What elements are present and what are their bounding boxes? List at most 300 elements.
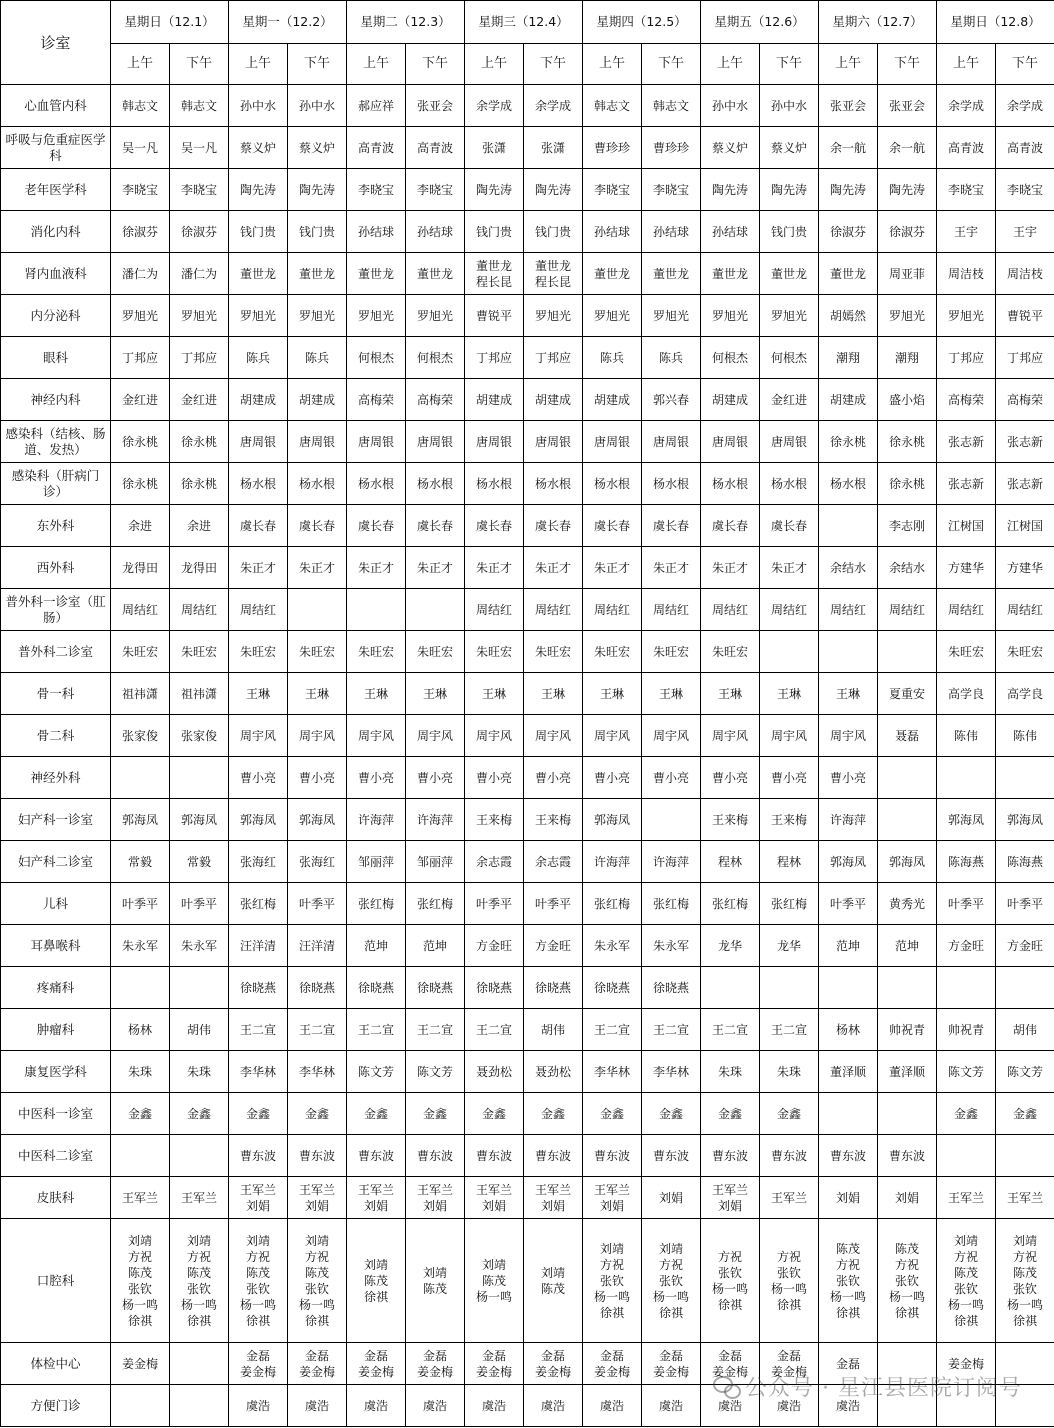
doctor-cell bbox=[878, 1093, 937, 1135]
doctor-cell: 王二宣 bbox=[701, 1009, 760, 1051]
doctor-cell: 何根杰 bbox=[760, 337, 819, 379]
doctor-cell: 叶季平 bbox=[996, 883, 1054, 925]
doctor-cell: 胡建成 bbox=[524, 379, 583, 421]
doctor-name: 王军兰 bbox=[416, 1182, 453, 1197]
department-cell: 妇产科二诊室 bbox=[1, 841, 111, 883]
doctor-cell: 龙华 bbox=[701, 925, 760, 967]
doctor-cell: 孙结球 bbox=[701, 211, 760, 253]
doctor-cell: 朱旺宏 bbox=[701, 631, 760, 673]
doctor-cell: 曹小亮 bbox=[760, 757, 819, 799]
doctor-cell bbox=[760, 967, 819, 1009]
doctor-cell: 曹小亮 bbox=[465, 757, 524, 799]
doctor-cell bbox=[701, 967, 760, 1009]
doctor-cell bbox=[583, 1343, 642, 1385]
doctor-cell: 徐晓燕 bbox=[288, 967, 347, 1009]
doctor-cell: 曹东波 bbox=[288, 1135, 347, 1177]
doctor-name: 陈茂 bbox=[186, 1265, 211, 1280]
doctor-cell: 聂劲松 bbox=[465, 1051, 524, 1093]
doctor-name: 徐祺 bbox=[717, 1297, 742, 1312]
doctor-name: 刘靖 bbox=[481, 1257, 506, 1272]
doctor-name: 金磊 bbox=[776, 1348, 801, 1363]
doctor-cell: 虞浩 bbox=[465, 1385, 524, 1427]
doctor-cell: 朱旺宏 bbox=[996, 631, 1054, 673]
doctor-cell: 刘娟 bbox=[878, 1177, 937, 1219]
doctor-cell: 罗旭光 bbox=[583, 295, 642, 337]
doctor-cell: 虞长春 bbox=[465, 505, 524, 547]
doctor-cell: 曹东波 bbox=[583, 1135, 642, 1177]
doctor-cell: 李晓宝 bbox=[347, 169, 406, 211]
doctor-name: 陈茂 bbox=[481, 1273, 506, 1288]
doctor-name: 张钦 bbox=[599, 1273, 624, 1288]
doctor-cell: 张红梅 bbox=[642, 883, 701, 925]
doctor-cell: 孙结球 bbox=[583, 211, 642, 253]
department-cell: 眼科 bbox=[1, 337, 111, 379]
doctor-cell: 杨水根 bbox=[642, 463, 701, 505]
doctor-cell: 曹东波 bbox=[229, 1135, 288, 1177]
doctor-cell: 余学成 bbox=[937, 85, 996, 127]
doctor-cell: 何根杰 bbox=[406, 337, 465, 379]
doctor-cell: 王琳 bbox=[819, 673, 878, 715]
doctor-name: 姜金梅 bbox=[593, 1364, 630, 1379]
doctor-cell: 韩志文 bbox=[583, 85, 642, 127]
doctor-name: 姜金梅 bbox=[711, 1364, 748, 1379]
department-cell: 肾内血液科 bbox=[1, 253, 111, 295]
doctor-name: 徐祺 bbox=[776, 1297, 801, 1312]
doctor-cell: 张志新 bbox=[996, 421, 1054, 463]
doctor-cell: 蔡义炉 bbox=[288, 127, 347, 169]
doctor-cell bbox=[347, 589, 406, 631]
doctor-name: 张钦 bbox=[835, 1273, 860, 1288]
doctor-cell: 陶先涛 bbox=[701, 169, 760, 211]
morning-header: 上午 bbox=[819, 44, 878, 85]
department-cell: 疼痛科 bbox=[1, 967, 111, 1009]
doctor-cell bbox=[701, 1177, 760, 1219]
doctor-cell: 高青波 bbox=[347, 127, 406, 169]
doctor-cell: 虞浩 bbox=[819, 1385, 878, 1427]
doctor-cell: 虞浩 bbox=[701, 1385, 760, 1427]
table-row bbox=[1, 1051, 1054, 1093]
doctor-cell: 虞浩 bbox=[524, 1385, 583, 1427]
doctor-cell: 龙华 bbox=[760, 925, 819, 967]
doctor-cell: 虞浩 bbox=[288, 1385, 347, 1427]
day-header: 星期三（12.4） bbox=[465, 1, 583, 44]
doctor-name: 方祝 bbox=[658, 1257, 683, 1272]
doctor-cell: 徐永桃 bbox=[170, 421, 229, 463]
doctor-cell: 王二宣 bbox=[465, 1009, 524, 1051]
doctor-cell bbox=[524, 253, 583, 295]
doctor-cell: 虞浩 bbox=[583, 1385, 642, 1427]
doctor-cell: 江树国 bbox=[996, 505, 1054, 547]
doctor-cell: 杨水根 bbox=[760, 463, 819, 505]
doctor-name: 王军兰 bbox=[239, 1182, 276, 1197]
doctor-cell: 陶先涛 bbox=[819, 169, 878, 211]
doctor-cell: 朱旺宏 bbox=[229, 631, 288, 673]
doctor-cell bbox=[229, 1343, 288, 1385]
doctor-cell: 陈文芳 bbox=[996, 1051, 1054, 1093]
doctor-cell: 董世龙 bbox=[760, 253, 819, 295]
doctor-cell: 李晓宝 bbox=[642, 169, 701, 211]
doctor-name: 徐祺 bbox=[127, 1313, 152, 1328]
doctor-cell: 余志霞 bbox=[465, 841, 524, 883]
doctor-cell: 高梅荣 bbox=[996, 379, 1054, 421]
doctor-cell: 方金旺 bbox=[524, 925, 583, 967]
doctor-cell: 余学成 bbox=[524, 85, 583, 127]
morning-header: 上午 bbox=[583, 44, 642, 85]
afternoon-header: 下午 bbox=[760, 44, 819, 85]
doctor-cell: 王来梅 bbox=[760, 799, 819, 841]
doctor-cell: 王宇 bbox=[937, 211, 996, 253]
doctor-cell: 韩志文 bbox=[170, 85, 229, 127]
doctor-cell: 刘娟 bbox=[819, 1177, 878, 1219]
department-cell: 心血管内科 bbox=[1, 85, 111, 127]
doctor-cell: 钱门贵 bbox=[288, 211, 347, 253]
doctor-cell bbox=[465, 1219, 524, 1343]
doctor-cell: 聂劲松 bbox=[524, 1051, 583, 1093]
doctor-cell: 徐淑芬 bbox=[819, 211, 878, 253]
doctor-name: 姜金梅 bbox=[652, 1364, 689, 1379]
doctor-cell bbox=[524, 1219, 583, 1343]
doctor-cell: 方金旺 bbox=[465, 925, 524, 967]
doctor-cell bbox=[170, 967, 229, 1009]
doctor-name: 姜金梅 bbox=[239, 1364, 276, 1379]
doctor-cell bbox=[819, 1093, 878, 1135]
doctor-cell: 程林 bbox=[760, 841, 819, 883]
department-cell: 普外科一诊室（肛肠） bbox=[1, 589, 111, 631]
doctor-name: 徐祺 bbox=[599, 1305, 624, 1320]
doctor-name: 金磊 bbox=[422, 1348, 447, 1363]
doctor-cell: 叶季平 bbox=[288, 883, 347, 925]
doctor-cell bbox=[170, 757, 229, 799]
doctor-name: 刘靖 bbox=[245, 1233, 270, 1248]
doctor-cell: 王军兰 bbox=[937, 1177, 996, 1219]
department-cell: 普外科二诊室 bbox=[1, 631, 111, 673]
table-row bbox=[1, 883, 1054, 925]
doctor-cell: 曹东波 bbox=[701, 1135, 760, 1177]
doctor-cell: 高梅荣 bbox=[347, 379, 406, 421]
doctor-name: 陈茂 bbox=[304, 1265, 329, 1280]
doctor-cell: 董世龙 bbox=[288, 253, 347, 295]
doctor-cell: 杨林 bbox=[111, 1009, 170, 1051]
doctor-cell: 范坤 bbox=[819, 925, 878, 967]
doctor-cell: 徐永桃 bbox=[170, 463, 229, 505]
doctor-cell: 朱旺宏 bbox=[642, 631, 701, 673]
department-cell: 老年医学科 bbox=[1, 169, 111, 211]
doctor-name: 陈茂 bbox=[245, 1265, 270, 1280]
doctor-cell: 朱旺宏 bbox=[524, 631, 583, 673]
doctor-name: 陈茂 bbox=[894, 1241, 919, 1256]
doctor-cell: 董世龙 bbox=[406, 253, 465, 295]
department-cell: 内分泌科 bbox=[1, 295, 111, 337]
doctor-name: 董世龙 bbox=[475, 258, 512, 273]
doctor-cell: 董泽顺 bbox=[878, 1051, 937, 1093]
doctor-cell: 陶先涛 bbox=[760, 169, 819, 211]
doctor-name: 徐祺 bbox=[186, 1313, 211, 1328]
doctor-cell: 王二宣 bbox=[583, 1009, 642, 1051]
doctor-cell: 钱门贵 bbox=[465, 211, 524, 253]
doctor-cell: 杨水根 bbox=[583, 463, 642, 505]
department-cell: 中医科一诊室 bbox=[1, 1093, 111, 1135]
doctor-cell: 王二宣 bbox=[229, 1009, 288, 1051]
doctor-cell: 叶季平 bbox=[819, 883, 878, 925]
doctor-cell: 李晓宝 bbox=[170, 169, 229, 211]
afternoon-header: 下午 bbox=[642, 44, 701, 85]
doctor-cell: 陈兵 bbox=[642, 337, 701, 379]
doctor-cell: 曹东波 bbox=[878, 1135, 937, 1177]
doctor-cell: 王琳 bbox=[465, 673, 524, 715]
doctor-cell: 范坤 bbox=[347, 925, 406, 967]
doctor-cell: 余一航 bbox=[878, 127, 937, 169]
doctor-cell: 罗旭光 bbox=[642, 295, 701, 337]
doctor-cell: 王二宣 bbox=[347, 1009, 406, 1051]
doctor-cell: 周结红 bbox=[229, 589, 288, 631]
watermark-text: 公众号 · 星江县医院订阅号 bbox=[745, 1376, 1022, 1401]
doctor-cell: 周宇风 bbox=[583, 715, 642, 757]
department-cell: 消化内科 bbox=[1, 211, 111, 253]
doctor-cell: 丁邦应 bbox=[996, 337, 1054, 379]
doctor-name: 王军兰 bbox=[475, 1182, 512, 1197]
doctor-cell: 丁邦应 bbox=[937, 337, 996, 379]
department-cell: 妇产科一诊室 bbox=[1, 799, 111, 841]
doctor-cell: 张家俊 bbox=[170, 715, 229, 757]
doctor-cell: 金鑫 bbox=[406, 1093, 465, 1135]
doctor-cell: 李志刚 bbox=[878, 505, 937, 547]
doctor-cell: 朱永军 bbox=[111, 925, 170, 967]
doctor-cell: 孙结球 bbox=[406, 211, 465, 253]
doctor-name: 姜金梅 bbox=[357, 1364, 394, 1379]
doctor-cell: 王军兰 bbox=[996, 1177, 1054, 1219]
doctor-name: 杨一鸣 bbox=[180, 1297, 217, 1312]
doctor-cell: 王琳 bbox=[642, 673, 701, 715]
doctor-cell: 徐晓燕 bbox=[642, 967, 701, 1009]
doctor-cell: 陶先涛 bbox=[878, 169, 937, 211]
afternoon-header: 下午 bbox=[288, 44, 347, 85]
doctor-cell: 潮翔 bbox=[878, 337, 937, 379]
doctor-cell bbox=[347, 1177, 406, 1219]
doctor-cell: 曹东波 bbox=[642, 1135, 701, 1177]
doctor-cell: 姜金梅 bbox=[937, 1343, 996, 1385]
doctor-cell bbox=[406, 1177, 465, 1219]
doctor-cell: 董世龙 bbox=[642, 253, 701, 295]
doctor-cell: 王琳 bbox=[760, 673, 819, 715]
doctor-cell: 唐周银 bbox=[347, 421, 406, 463]
doctor-name: 陈茂 bbox=[953, 1265, 978, 1280]
doctor-cell: 徐晓燕 bbox=[465, 967, 524, 1009]
doctor-cell: 金红进 bbox=[170, 379, 229, 421]
doctor-cell: 金鑫 bbox=[760, 1093, 819, 1135]
doctor-cell: 虞长春 bbox=[583, 505, 642, 547]
doctor-cell: 曹锐平 bbox=[996, 295, 1054, 337]
doctor-cell: 丁邦应 bbox=[111, 337, 170, 379]
doctor-cell bbox=[819, 505, 878, 547]
doctor-cell: 徐晓燕 bbox=[583, 967, 642, 1009]
doctor-cell bbox=[642, 1219, 701, 1343]
doctor-name: 金磊 bbox=[658, 1348, 683, 1363]
doctor-cell: 李华林 bbox=[583, 1051, 642, 1093]
doctor-cell: 陶先涛 bbox=[524, 169, 583, 211]
doctor-cell: 周结红 bbox=[524, 589, 583, 631]
doctor-cell: 曹小亮 bbox=[288, 757, 347, 799]
doctor-cell: 高学良 bbox=[937, 673, 996, 715]
doctor-cell: 胡伟 bbox=[170, 1009, 229, 1051]
doctor-cell: 许海萍 bbox=[819, 799, 878, 841]
doctor-cell bbox=[288, 589, 347, 631]
doctor-cell: 曹珍珍 bbox=[583, 127, 642, 169]
doctor-name: 王军兰 bbox=[711, 1182, 748, 1197]
doctor-cell: 曹小亮 bbox=[524, 757, 583, 799]
doctor-cell bbox=[524, 1343, 583, 1385]
doctor-name: 刘娟 bbox=[245, 1198, 270, 1213]
doctor-name: 张钦 bbox=[776, 1265, 801, 1280]
doctor-cell bbox=[347, 1219, 406, 1343]
doctor-name: 方祝 bbox=[776, 1249, 801, 1264]
doctor-cell: 张红梅 bbox=[347, 883, 406, 925]
doctor-cell: 陶先涛 bbox=[229, 169, 288, 211]
doctor-name: 刘靖 bbox=[599, 1241, 624, 1256]
doctor-cell: 金鑫 bbox=[701, 1093, 760, 1135]
doctor-name: 方祝 bbox=[245, 1249, 270, 1264]
doctor-cell: 盛小焰 bbox=[878, 379, 937, 421]
doctor-cell: 金鑫 bbox=[111, 1093, 170, 1135]
doctor-cell: 何根杰 bbox=[347, 337, 406, 379]
doctor-cell: 虞长春 bbox=[229, 505, 288, 547]
doctor-cell bbox=[111, 1135, 170, 1177]
doctor-cell: 张海红 bbox=[288, 841, 347, 883]
doctor-cell: 朱正才 bbox=[347, 547, 406, 589]
doctor-cell: 夏重安 bbox=[878, 673, 937, 715]
doctor-cell: 虞长春 bbox=[701, 505, 760, 547]
doctor-name: 陈茂 bbox=[835, 1241, 860, 1256]
doctor-name: 方祝 bbox=[894, 1257, 919, 1272]
doctor-cell: 郭海凤 bbox=[229, 799, 288, 841]
doctor-name: 刘娟 bbox=[363, 1198, 388, 1213]
doctor-cell: 张家俊 bbox=[111, 715, 170, 757]
doctor-cell: 孙中水 bbox=[229, 85, 288, 127]
doctor-name: 张钦 bbox=[127, 1281, 152, 1296]
doctor-name: 董世龙 bbox=[534, 258, 571, 273]
doctor-cell: 张亚会 bbox=[878, 85, 937, 127]
doctor-cell: 朱正才 bbox=[760, 547, 819, 589]
doctor-cell: 周结红 bbox=[111, 589, 170, 631]
doctor-cell: 王二宣 bbox=[288, 1009, 347, 1051]
doctor-cell: 曹小亮 bbox=[347, 757, 406, 799]
doctor-cell: 祖祎潇 bbox=[111, 673, 170, 715]
doctor-cell: 张潇 bbox=[465, 127, 524, 169]
morning-header: 上午 bbox=[347, 44, 406, 85]
doctor-cell: 陈伟 bbox=[996, 715, 1054, 757]
table-row bbox=[1, 169, 1054, 211]
doctor-cell: 李晓宝 bbox=[937, 169, 996, 211]
doctor-cell: 邹丽萍 bbox=[406, 841, 465, 883]
doctor-cell: 周宇风 bbox=[347, 715, 406, 757]
department-cell: 西外科 bbox=[1, 547, 111, 589]
doctor-cell: 高梅荣 bbox=[406, 379, 465, 421]
doctor-cell: 徐淑芬 bbox=[170, 211, 229, 253]
doctor-cell: 张志新 bbox=[996, 463, 1054, 505]
doctor-cell: 朱永军 bbox=[583, 925, 642, 967]
table-row bbox=[1, 1093, 1054, 1135]
doctor-cell bbox=[583, 1177, 642, 1219]
doctor-cell bbox=[170, 1135, 229, 1177]
doctor-cell bbox=[878, 799, 937, 841]
doctor-cell: 陈文芳 bbox=[406, 1051, 465, 1093]
doctor-cell: 王琳 bbox=[701, 673, 760, 715]
doctor-cell: 周宇风 bbox=[524, 715, 583, 757]
department-cell: 儿科 bbox=[1, 883, 111, 925]
doctor-cell: 罗旭光 bbox=[229, 295, 288, 337]
doctor-name: 姜金梅 bbox=[534, 1364, 571, 1379]
doctor-cell: 罗旭光 bbox=[524, 295, 583, 337]
doctor-cell bbox=[465, 1177, 524, 1219]
doctor-cell: 李晓宝 bbox=[111, 169, 170, 211]
doctor-cell bbox=[642, 1343, 701, 1385]
doctor-cell: 韩志文 bbox=[642, 85, 701, 127]
department-cell: 感染科（结核、肠道、发热） bbox=[1, 421, 111, 463]
doctor-cell bbox=[406, 589, 465, 631]
doctor-cell: 郭海凤 bbox=[878, 841, 937, 883]
doctor-cell: 陈兵 bbox=[583, 337, 642, 379]
doctor-cell bbox=[937, 1219, 996, 1343]
doctor-cell: 朱珠 bbox=[170, 1051, 229, 1093]
doctor-cell: 董世龙 bbox=[701, 253, 760, 295]
doctor-cell: 徐淑芬 bbox=[878, 211, 937, 253]
doctor-cell bbox=[996, 1385, 1054, 1427]
doctor-cell: 张志新 bbox=[937, 463, 996, 505]
doctor-cell: 孙中水 bbox=[288, 85, 347, 127]
doctor-cell bbox=[111, 1219, 170, 1343]
doctor-cell: 叶季平 bbox=[111, 883, 170, 925]
doctor-cell: 金鑫 bbox=[996, 1093, 1054, 1135]
doctor-cell: 张海红 bbox=[229, 841, 288, 883]
doctor-cell: 董世龙 bbox=[819, 253, 878, 295]
doctor-cell: 陈文芳 bbox=[347, 1051, 406, 1093]
doctor-cell bbox=[111, 1385, 170, 1427]
doctor-cell bbox=[524, 1177, 583, 1219]
doctor-cell bbox=[760, 1219, 819, 1343]
day-header: 星期日（12.8） bbox=[937, 1, 1054, 44]
doctor-cell: 丁邦应 bbox=[170, 337, 229, 379]
doctor-cell: 王军兰 bbox=[760, 1177, 819, 1219]
doctor-cell: 周洁枝 bbox=[996, 253, 1054, 295]
doctor-cell: 郭海凤 bbox=[819, 841, 878, 883]
schedule-body bbox=[1, 85, 1054, 1427]
doctor-cell: 曹东波 bbox=[347, 1135, 406, 1177]
doctor-cell: 周宇风 bbox=[819, 715, 878, 757]
doctor-cell: 胡建成 bbox=[465, 379, 524, 421]
doctor-cell: 曹小亮 bbox=[229, 757, 288, 799]
doctor-cell: 钱门贵 bbox=[760, 211, 819, 253]
doctor-cell: 王来梅 bbox=[465, 799, 524, 841]
doctor-cell: 王琳 bbox=[406, 673, 465, 715]
department-cell: 东外科 bbox=[1, 505, 111, 547]
doctor-cell: 曹小亮 bbox=[701, 757, 760, 799]
doctor-cell: 周洁枝 bbox=[937, 253, 996, 295]
doctor-name: 刘娟 bbox=[599, 1198, 624, 1213]
doctor-cell: 胡建成 bbox=[288, 379, 347, 421]
doctor-cell: 潘仁为 bbox=[170, 253, 229, 295]
doctor-name: 杨一鸣 bbox=[888, 1289, 925, 1304]
doctor-cell bbox=[996, 1219, 1054, 1343]
doctor-cell: 许海萍 bbox=[406, 799, 465, 841]
doctor-cell: 李华林 bbox=[288, 1051, 347, 1093]
doctor-cell: 周结红 bbox=[701, 589, 760, 631]
table-row bbox=[1, 1009, 1054, 1051]
doctor-cell: 余志霞 bbox=[524, 841, 583, 883]
doctor-cell: 常毅 bbox=[170, 841, 229, 883]
doctor-cell: 龙得田 bbox=[111, 547, 170, 589]
doctor-cell bbox=[937, 1385, 996, 1427]
doctor-cell: 钱门贵 bbox=[229, 211, 288, 253]
doctor-cell bbox=[111, 967, 170, 1009]
